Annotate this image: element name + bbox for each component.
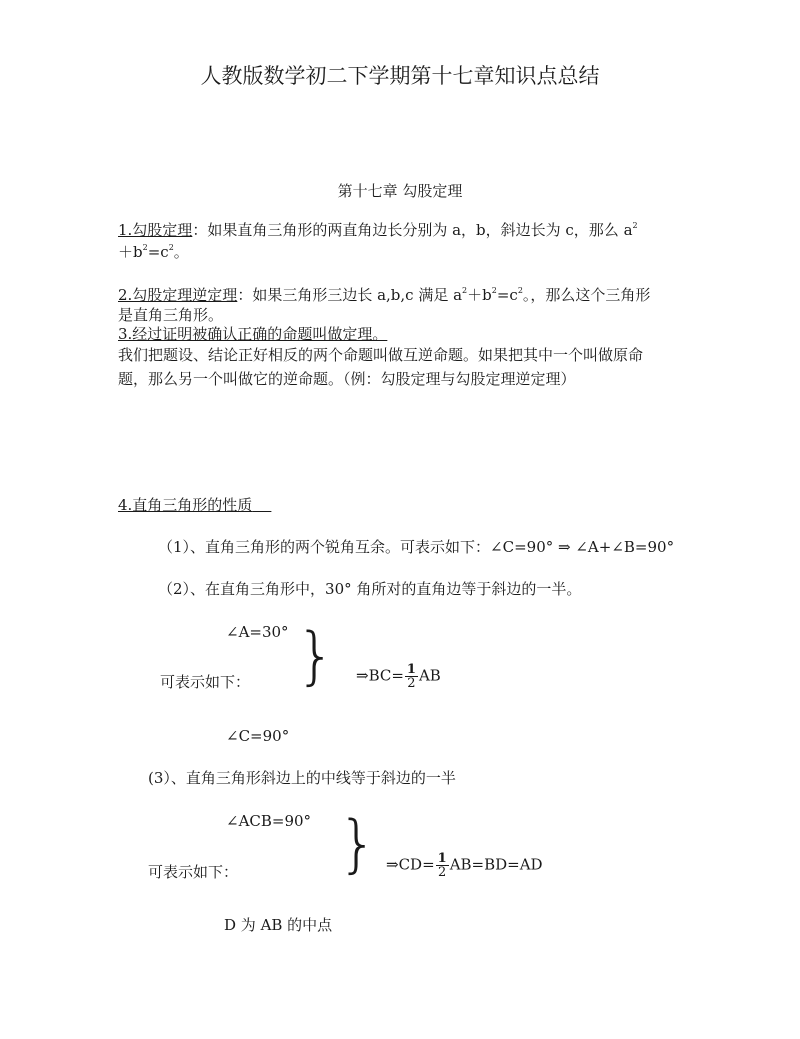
curly-brace-icon: } bbox=[296, 619, 336, 692]
page-title: 人教版数学初二下学期第十七章知识点总结 bbox=[200, 64, 600, 88]
formula-3-conclusion bbox=[386, 852, 543, 879]
curly-brace-icon: } bbox=[338, 807, 378, 880]
section-4-heading-text: 4.直角三角形的性质 bbox=[118, 496, 253, 514]
formula-2-arrow: ⇒BC= bbox=[356, 666, 404, 685]
section-3-label: 3.经过证明被确认正确的命题叫做定理。 bbox=[118, 325, 388, 343]
superscript: 2 bbox=[632, 221, 638, 230]
formula-3-tail: AB=BD=AD bbox=[449, 855, 543, 874]
formula-3-lead: 可表示如下： bbox=[148, 863, 239, 881]
section-3-line-2: 题，那么另一个叫做它的逆命题。（例：勾股定理与勾股定理逆定理） bbox=[118, 370, 576, 388]
formula-2-lead: 可表示如下： bbox=[160, 673, 251, 691]
section-3-line-1: 我们把题设、结论正好相反的两个命题叫做互逆命题。如果把其中一个叫做原命 bbox=[118, 346, 644, 364]
section-1-text: ：如果直角三角形的两直角边长分别为 a，b，斜边长为 c，那么 a bbox=[192, 221, 633, 239]
superscript: 2 bbox=[168, 243, 174, 252]
formula-2-conclusion bbox=[356, 663, 441, 690]
section-2-label: 2.勾股定理逆定理 bbox=[118, 286, 238, 304]
property-3: (3）、直角三角形斜边上的中线等于斜边的一半 bbox=[148, 769, 456, 787]
superscript: 2 bbox=[142, 243, 148, 252]
section-1-line-2 bbox=[118, 243, 189, 262]
formula-3-arrow: ⇒CD= bbox=[386, 855, 435, 874]
formula-2-condition-1: ∠A=30° bbox=[226, 623, 289, 641]
section-1-text: ＋b bbox=[118, 243, 143, 261]
superscript: 2 bbox=[462, 286, 468, 295]
formula-2-condition-2: ∠C=90° bbox=[226, 727, 290, 745]
property-2: （2）、在直角三角形中，30° 角所对的直角边等于斜边的一半。 bbox=[158, 580, 582, 598]
property-1: （1）、直角三角形的两个锐角互余。可表示如下：∠C=90° ⇒ ∠A+∠B=90° bbox=[158, 538, 675, 556]
fraction bbox=[405, 663, 418, 690]
formula-3-condition-1: ∠ACB=90° bbox=[226, 812, 312, 830]
section-4-heading bbox=[118, 496, 271, 515]
superscript: 2 bbox=[491, 286, 497, 295]
section-2-text: =c bbox=[496, 286, 518, 304]
section-2-line-2: 是直角三角形。 bbox=[118, 306, 224, 324]
fraction-denominator: 2 bbox=[438, 865, 447, 880]
fraction bbox=[436, 852, 449, 879]
section-2-text: ：如果三角形三边长 a,b,c 满足 a bbox=[237, 286, 463, 304]
fraction-numerator: 1 bbox=[437, 851, 447, 866]
section-2-line-1 bbox=[118, 286, 650, 305]
fraction-numerator: 1 bbox=[406, 662, 416, 677]
superscript: 2 bbox=[517, 286, 523, 295]
section-1-label: 1.勾股定理 bbox=[118, 221, 193, 239]
section-2-text: ＋b bbox=[467, 286, 492, 304]
formula-2-tail: AB bbox=[418, 666, 441, 685]
section-2-text: 。，那么这个三角形 bbox=[522, 286, 651, 304]
chapter-heading: 第十七章 勾股定理 bbox=[337, 182, 463, 200]
section-1-line-1 bbox=[118, 221, 638, 240]
section-1-text: 。 bbox=[173, 243, 189, 261]
fraction-denominator: 2 bbox=[407, 676, 416, 691]
section-1-text: =c bbox=[147, 243, 169, 261]
formula-3-condition-2: D 为 AB 的中点 bbox=[224, 916, 333, 934]
